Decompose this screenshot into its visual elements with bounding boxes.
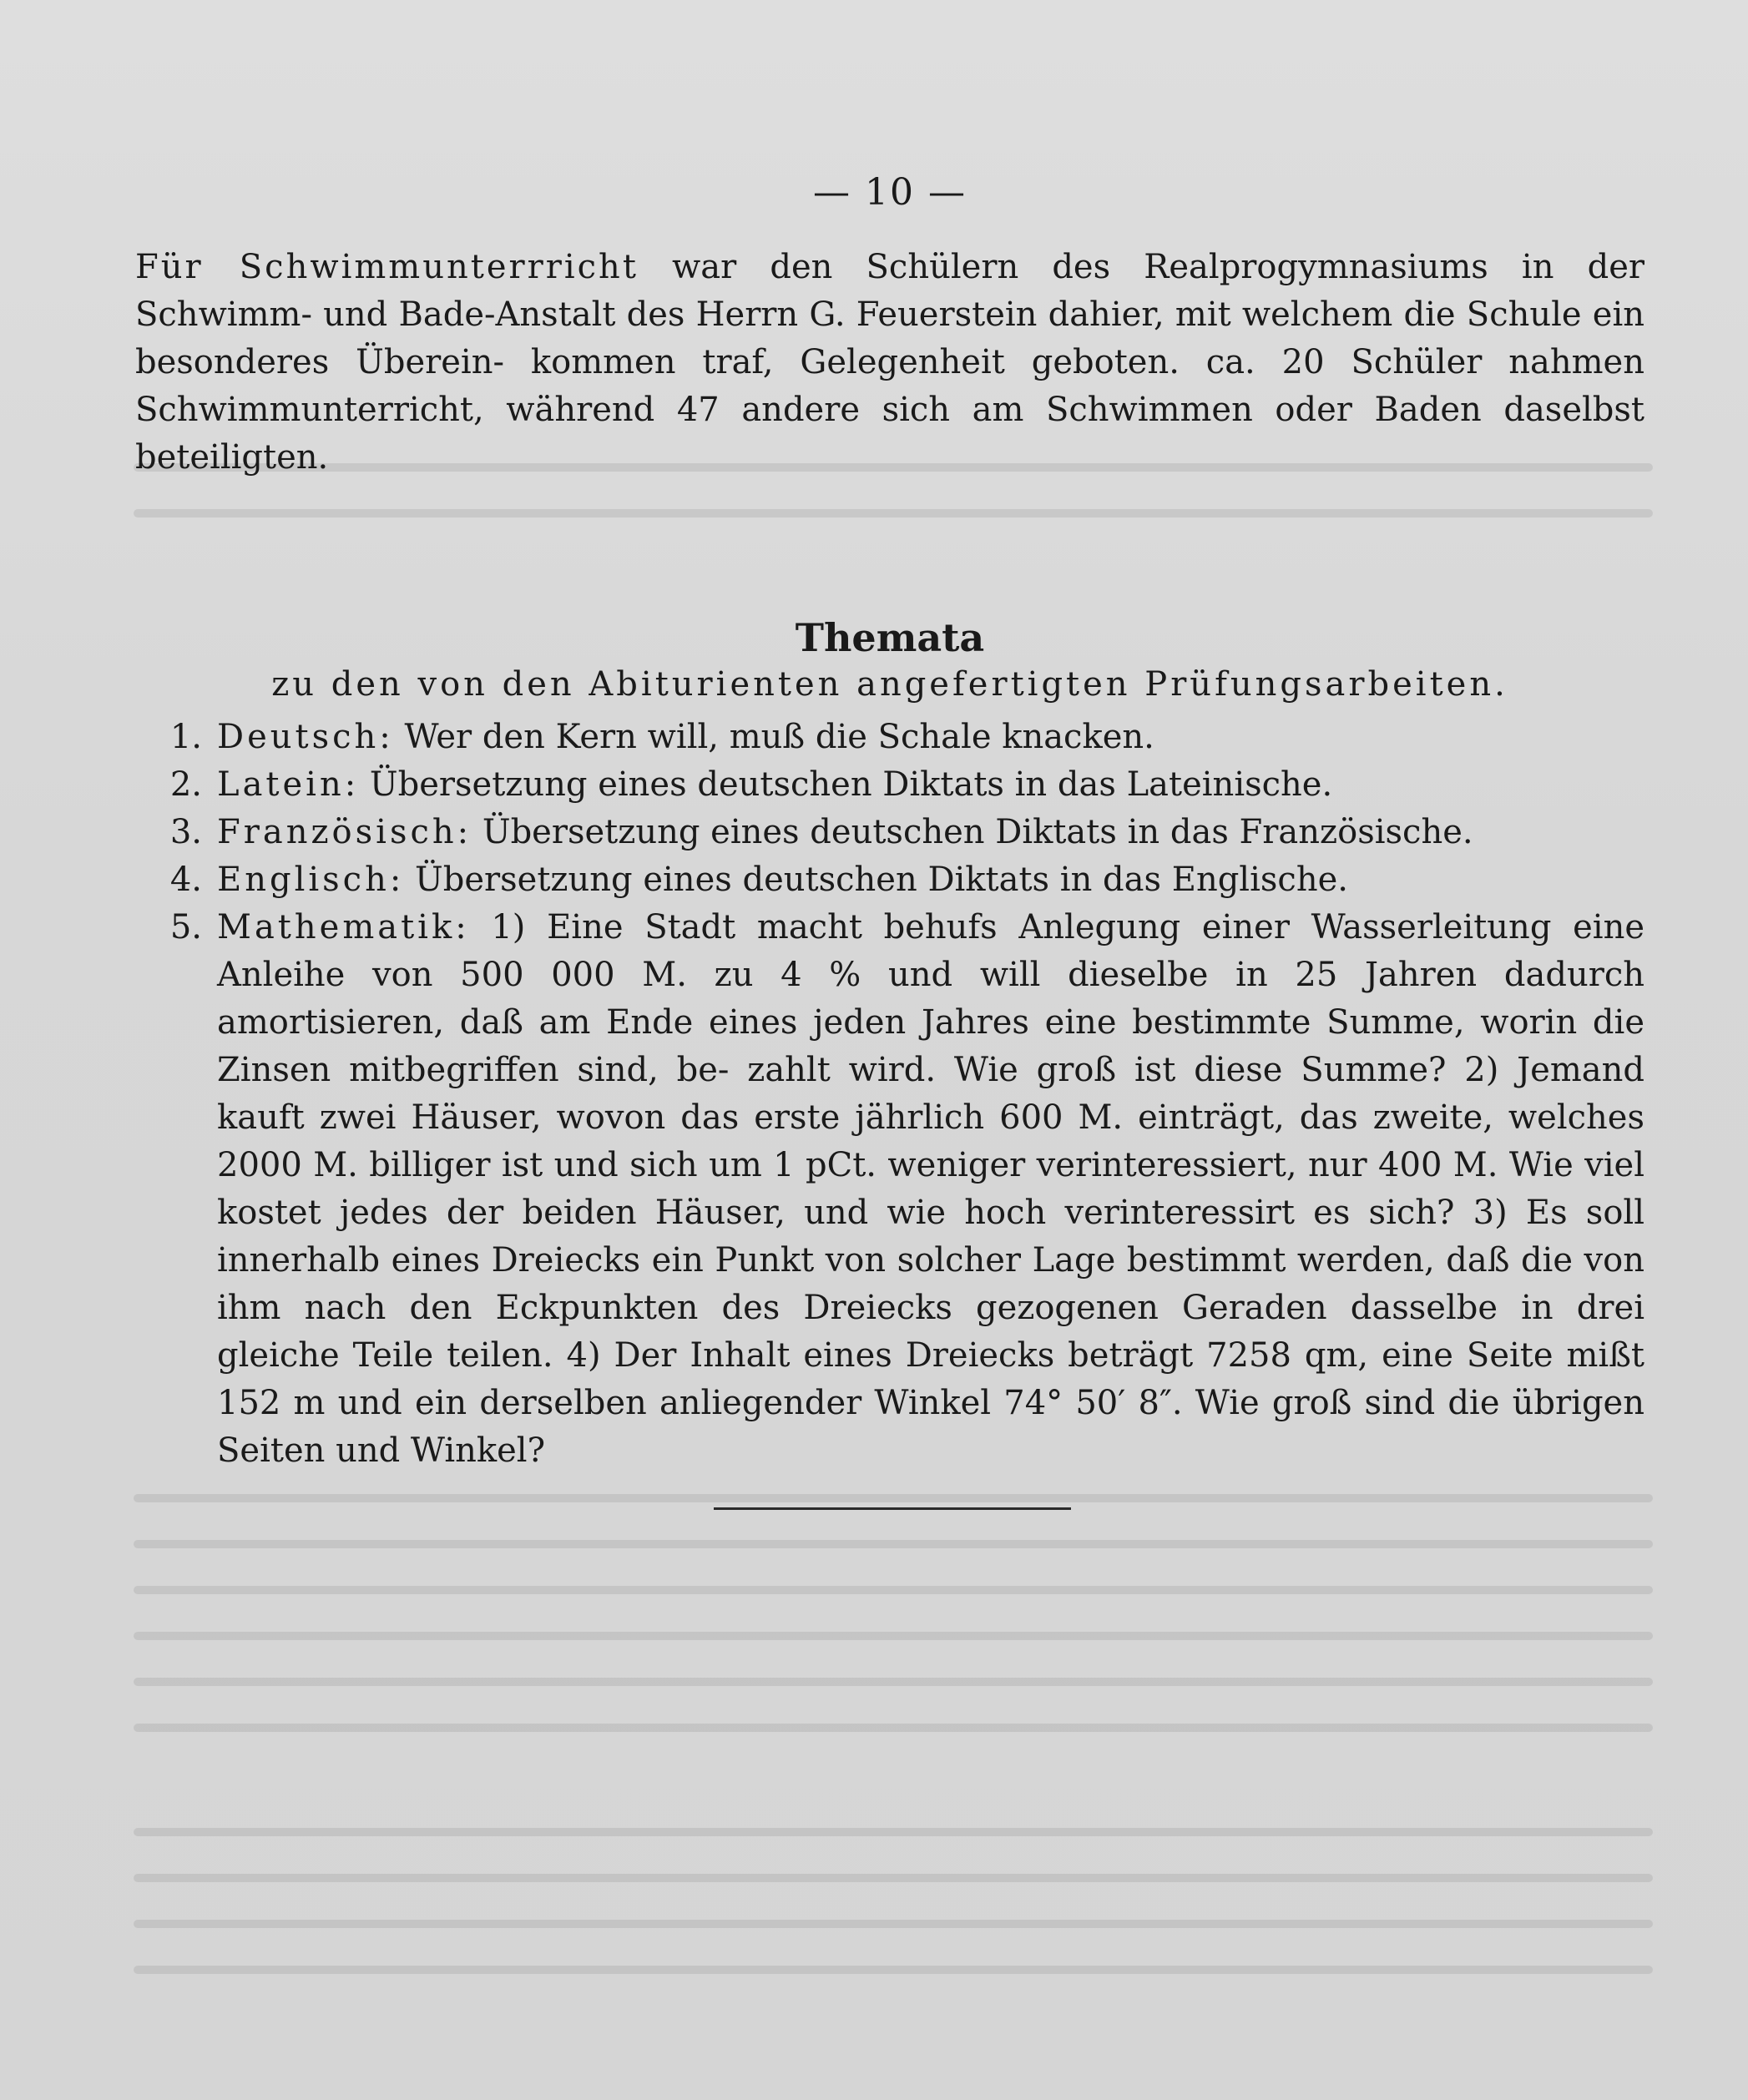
item-subject: Mathematik:: [217, 908, 470, 947]
item-body: [217, 856, 1644, 904]
bleed-through-line: [134, 1920, 1653, 1928]
item-body: [217, 761, 1644, 809]
item-number: 4.: [169, 861, 202, 899]
exam-topic-item: [135, 714, 1644, 761]
item-body: [217, 714, 1644, 761]
bleed-through-line: [134, 1966, 1653, 1974]
paragraph-lead: Für Schwimmunterrricht: [135, 248, 639, 286]
item-text: Übersetzung eines deutschen Diktats in das Französische.: [472, 813, 1473, 851]
bleed-through-line: [134, 1874, 1653, 1882]
item-text: Wer den Kern will, muß die Schale knacken.: [393, 718, 1154, 756]
item-number: 1.: [169, 718, 202, 756]
section-heading: Themata: [795, 615, 985, 660]
section-divider: [714, 1507, 1071, 1510]
exam-topic-item: [135, 856, 1644, 904]
item-text: 1) Eine Stadt macht behufs Anlegung einer Wasserleitung eine Anleihe von 500 000 M. zu 4 % und will dieselbe in 25 Jahren dadurch amortisieren, daß am Ende eines jeden Jahres eine bestimmte Summe, worin die Zinsen mitbegriffen sind, be- zahlt wird. Wie groß ist diese Summe? 2) Jemand kauft zwei Häuser, wovon das erste jährlich 600 M. einträgt, das zweite, welches 2000 M. billiger ist und sich um 1 pCt. weniger verinteressiert, nur 400 M. Wie viel kostet jedes der beiden Häuser, und wie hoch verinteressirt es sich? 3) Es soll innerhalb eines Dreiecks ein Punkt von solcher Lage bestimmt werden, daß die von ihm nach den Eckpunkten des Dreiecks gezogenen Geraden dasselbe in drei gleiche Teile teilen. 4) Der Inhalt eines Dreiecks beträgt 7258 qm, eine Seite mißt 152 m und ein derselben anliegender Winkel 74° 50′ 8″. Wie groß sind die übrigen Seiten und Winkel?: [217, 908, 1644, 1470]
swimming-paragraph: [135, 244, 1644, 482]
bleed-through-line: [134, 1586, 1653, 1594]
item-subject: Deutsch:: [217, 718, 394, 756]
exam-topic-item: [135, 761, 1644, 809]
bleed-through-line: [134, 1724, 1653, 1732]
item-number: 3.: [169, 813, 202, 851]
page-content: [135, 171, 1644, 1475]
item-subject: Englisch:: [217, 861, 405, 899]
item-subject: Latein:: [217, 765, 360, 804]
item-body: [217, 809, 1644, 856]
page-number: — 10 —: [813, 171, 967, 214]
exam-topic-item: [135, 904, 1644, 1475]
item-text: Übersetzung eines deutschen Diktats in das Englische.: [404, 861, 1348, 899]
item-text: Übersetzung eines deutschen Diktats in das Lateinische.: [359, 765, 1333, 804]
paragraph-text: war den Schülern des Realprogymnasiums in der Schwimm- und Bade-Anstalt des Herrn G. Feuerstein dahier, mit welchem die Schule ein besonderes Überein- kommen traf, Gelegenheit geboten. ca. 20 Schüler nahmen Schwimmunterricht, während 47 andere sich am Schwimmen oder Baden daselbst beteiligten.: [135, 248, 1644, 477]
bleed-through-line: [134, 1494, 1653, 1502]
bleed-through-line: [134, 1540, 1653, 1548]
item-body: [217, 904, 1644, 1475]
item-subject: Französisch:: [217, 813, 472, 851]
bleed-through-line: [134, 1828, 1653, 1836]
item-number: 5.: [169, 908, 202, 947]
item-number: 2.: [169, 765, 202, 804]
bleed-through-line: [134, 1632, 1653, 1640]
exam-topic-item: [135, 809, 1644, 856]
section-subheading: zu den von den Abiturienten angefertigten Prüfungsarbeiten.: [271, 665, 1508, 704]
bleed-through-line: [134, 1678, 1653, 1686]
